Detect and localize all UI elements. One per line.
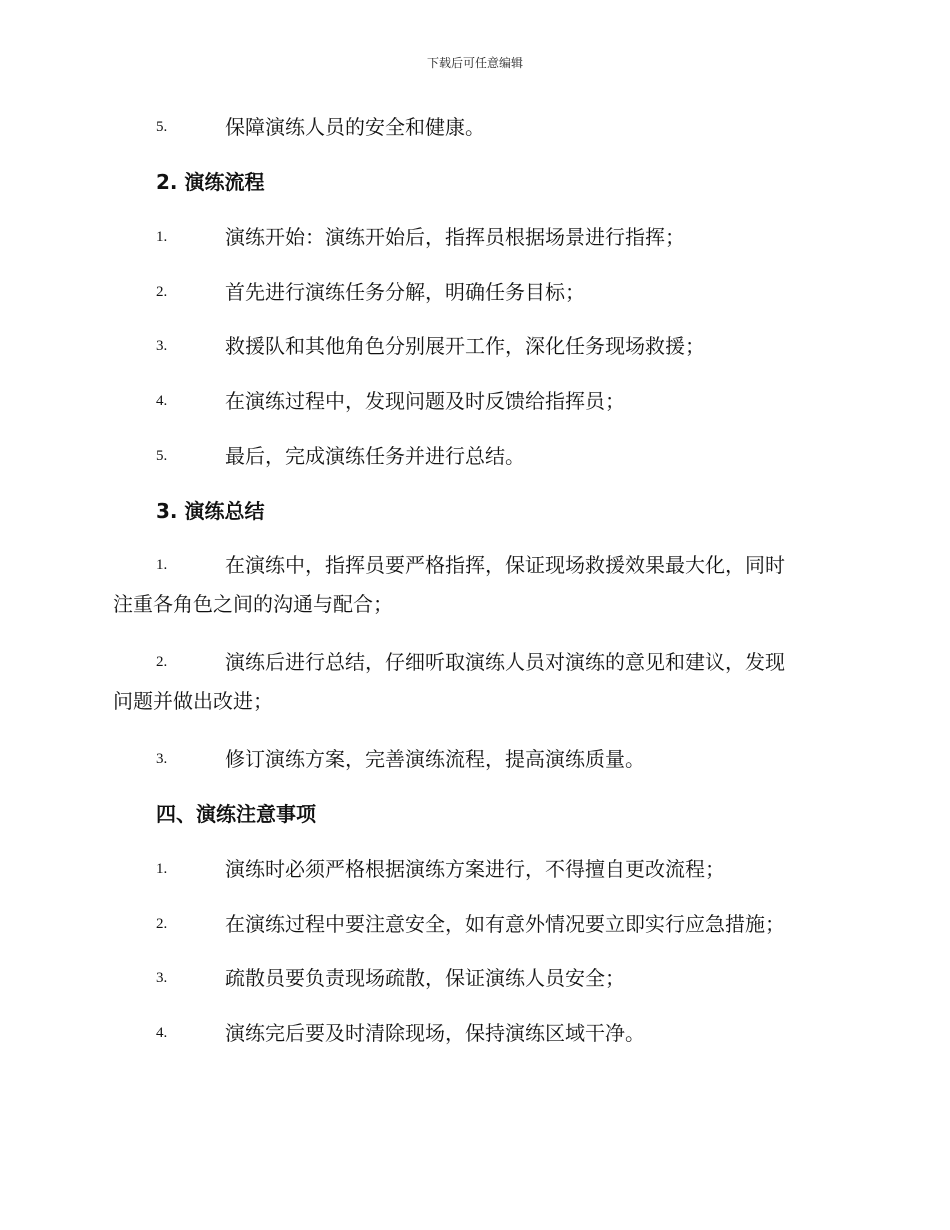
item-number: 3. bbox=[156, 751, 168, 767]
list-item bbox=[0, 909, 950, 939]
item-text: 首先进行演练任务分解，明确任务目标； bbox=[225, 280, 585, 304]
section-heading-precautions: 四、演练注意事项 bbox=[156, 802, 316, 826]
item-text: 疏散员要负责现场疏散，保证演练人员安全； bbox=[225, 966, 625, 990]
item-text: 演练时必须严格根据演练方案进行，不得擅自更改流程； bbox=[225, 857, 725, 881]
list-item bbox=[0, 1018, 950, 1048]
list-item bbox=[0, 550, 950, 626]
list-item bbox=[0, 441, 950, 471]
item-text-line1: 在演练中，指挥员要严格指挥，保证现场救援效果最大化，同时 bbox=[225, 553, 785, 577]
item-text: 修订演练方案，完善演练流程，提高演练质量。 bbox=[225, 747, 645, 771]
section-heading-process: 2. 演练流程 bbox=[156, 170, 265, 194]
item-text-line1: 演练后进行总结，仔细听取演练人员对演练的意见和建议，发现 bbox=[225, 650, 785, 674]
item-number: 3. bbox=[156, 338, 168, 354]
item-text-line2: 问题并做出改进； bbox=[113, 689, 273, 713]
item-number: 1. bbox=[156, 861, 168, 877]
list-item bbox=[0, 222, 950, 252]
item-text: 在演练过程中要注意安全，如有意外情况要立即实行应急措施； bbox=[225, 912, 785, 936]
page-header: 下载后可任意编辑 bbox=[426, 56, 523, 70]
item-text: 最后，完成演练任务并进行总结。 bbox=[225, 444, 525, 468]
item-text: 救援队和其他角色分别展开工作，深化任务现场救援； bbox=[225, 334, 705, 358]
list-item bbox=[0, 112, 950, 142]
item-number: 2. bbox=[156, 284, 168, 300]
item-number: 5. bbox=[156, 448, 168, 464]
item-number: 5. bbox=[156, 119, 168, 135]
item-number: 1. bbox=[156, 557, 168, 573]
section-heading-summary: 3. 演练总结 bbox=[156, 499, 265, 523]
item-text: 在演练过程中，发现问题及时反馈给指挥员； bbox=[225, 389, 625, 413]
item-number: 3. bbox=[156, 970, 168, 986]
item-text: 演练完后要及时清除现场，保持演练区域干净。 bbox=[225, 1021, 645, 1045]
list-item bbox=[0, 744, 950, 774]
item-number: 2. bbox=[156, 916, 168, 932]
list-item bbox=[0, 647, 950, 723]
item-number: 4. bbox=[156, 1025, 168, 1041]
list-item bbox=[0, 386, 950, 416]
item-text: 保障演练人员的安全和健康。 bbox=[225, 115, 485, 139]
item-number: 4. bbox=[156, 393, 168, 409]
list-item bbox=[0, 331, 950, 361]
item-text: 演练开始：演练开始后，指挥员根据场景进行指挥； bbox=[225, 225, 685, 249]
item-number: 1. bbox=[156, 229, 168, 245]
item-number: 2. bbox=[156, 654, 168, 670]
item-text-line2: 注重各角色之间的沟通与配合； bbox=[113, 592, 393, 616]
list-item bbox=[0, 963, 950, 993]
list-item bbox=[0, 854, 950, 884]
list-item bbox=[0, 277, 950, 307]
